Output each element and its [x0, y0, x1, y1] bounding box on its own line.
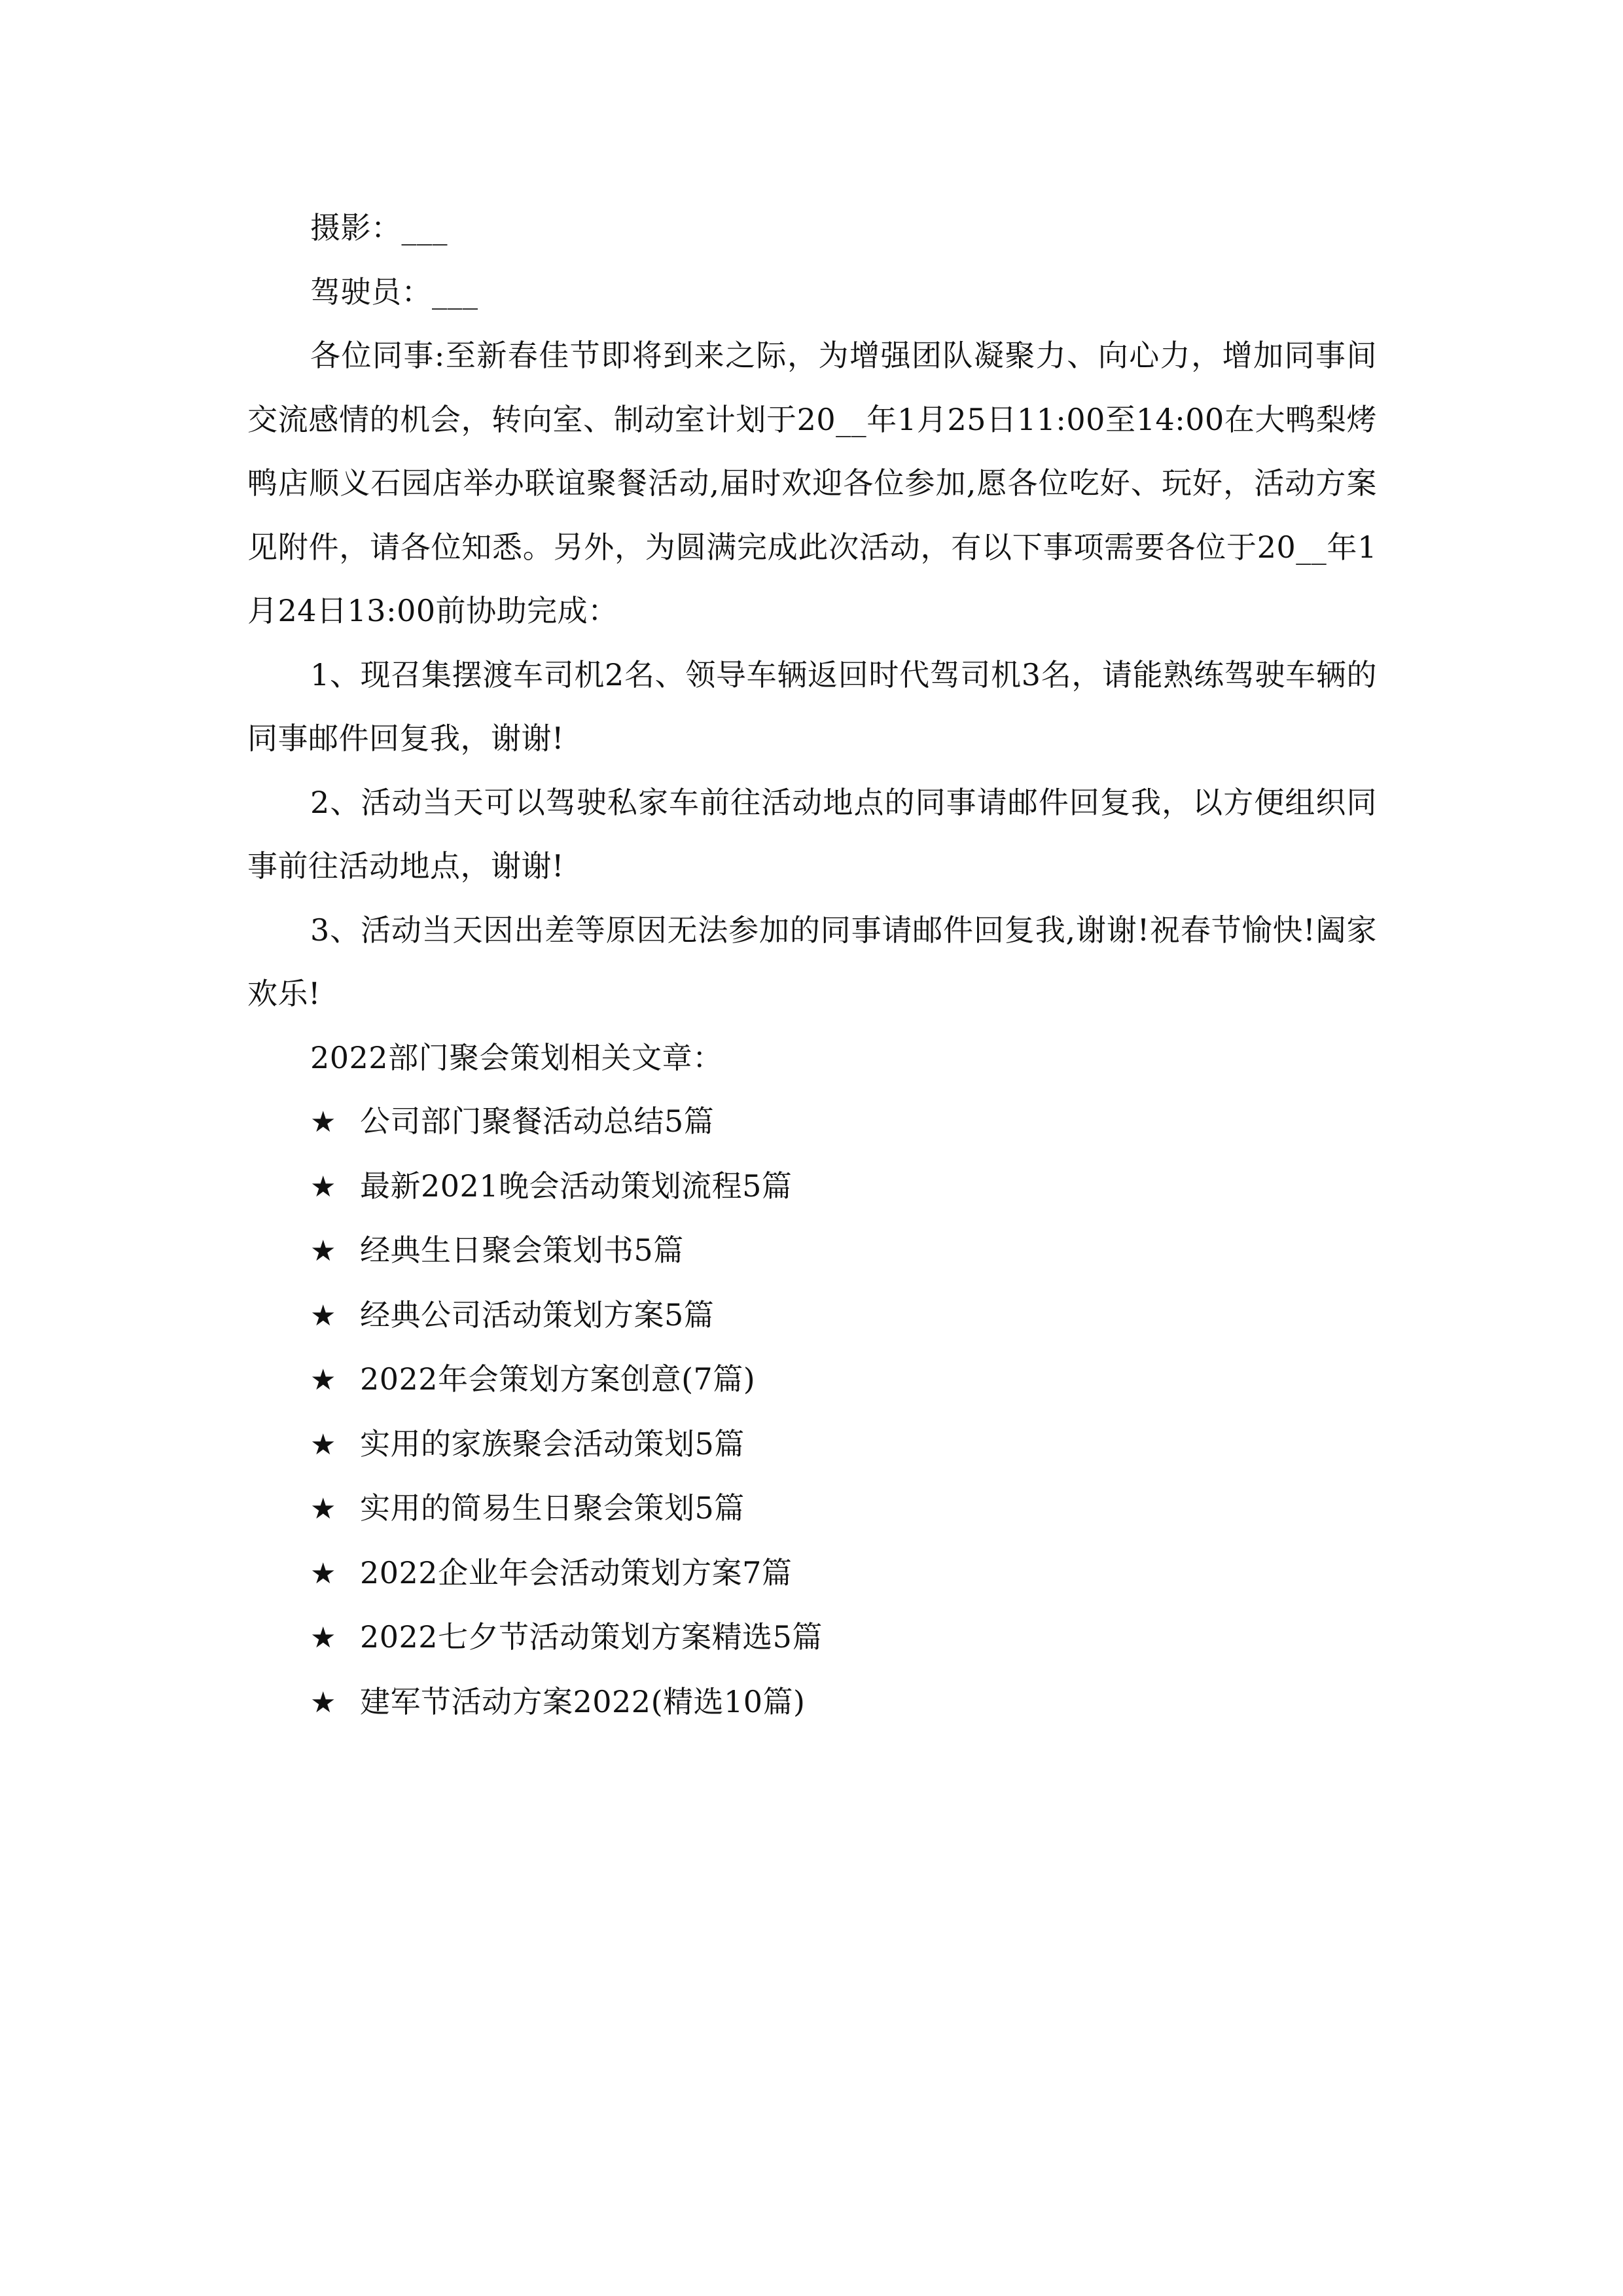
related-article-item[interactable] [247, 1348, 1377, 1412]
star-icon: ★ [310, 1427, 336, 1462]
item-1-paragraph: 1、现召集摆渡车司机2名、领导车辆返回时代驾司机3名，请能熟练驾驶车辆的同事邮件回复我，谢谢! [247, 656, 1377, 756]
related-heading: 2022部门聚会策划相关文章： [310, 1039, 723, 1075]
related-article-item[interactable] [247, 1541, 1377, 1606]
star-icon: ★ [310, 1492, 336, 1526]
related-article-link[interactable]: 经典生日聚会策划书5篇 [360, 1232, 684, 1268]
related-article-item[interactable] [247, 1477, 1377, 1541]
related-article-link[interactable]: 实用的简易生日聚会策划5篇 [360, 1490, 745, 1526]
related-article-link[interactable]: 实用的家族聚会活动策划5篇 [360, 1426, 745, 1462]
star-icon: ★ [310, 1556, 336, 1590]
document-body [247, 196, 1377, 1734]
related-article-item[interactable] [247, 1090, 1377, 1155]
related-article-link[interactable]: 公司部门聚餐活动总结5篇 [360, 1103, 715, 1139]
related-article-item[interactable] [247, 1670, 1377, 1735]
related-articles-list [247, 1090, 1377, 1734]
item-3-paragraph: 3、活动当天因出差等原因无法参加的同事请邮件回复我,谢谢!祝春节愉快!阖家欢乐! [247, 912, 1377, 1011]
notice-paragraph: 各位同事:至新春佳节即将到来之际，为增强团队凝聚力、向心力，增加同事间交流感情的机会，转向室、制动室计划于20__年1月25日11:00至14:00在大鸭梨烤鸭店顺义石园店举办联谊聚餐活动,届时欢迎各位参加,愿各位吃好、玩好，活动方案见附件，请各位知悉。另外，为圆满完成此次活动，有以下事项需要各位于20__年1月24日13:00前协助完成： [247, 338, 1377, 628]
item-2-paragraph: 2、活动当天可以驾驶私家车前往活动地点的同事请邮件回复我，以方便组织同事前往活动地点，谢谢! [247, 784, 1377, 884]
related-article-link[interactable]: 建军节活动方案2022(精选10篇) [360, 1683, 806, 1719]
star-icon: ★ [310, 1363, 336, 1397]
star-icon: ★ [310, 1685, 336, 1719]
star-icon: ★ [310, 1170, 336, 1204]
star-icon: ★ [310, 1621, 336, 1655]
related-article-link[interactable]: 经典公司活动策划方案5篇 [360, 1297, 715, 1333]
related-article-item[interactable] [247, 1283, 1377, 1348]
related-article-link[interactable]: 2022七夕节活动策划方案精选5篇 [360, 1619, 823, 1655]
related-article-link[interactable]: 2022企业年会活动策划方案7篇 [360, 1554, 793, 1590]
related-article-item[interactable] [247, 1155, 1377, 1219]
related-article-item[interactable] [247, 1219, 1377, 1283]
star-icon: ★ [310, 1299, 336, 1333]
star-icon: ★ [310, 1105, 336, 1139]
star-icon: ★ [310, 1234, 336, 1268]
related-article-link[interactable]: 最新2021晚会活动策划流程5篇 [360, 1168, 793, 1204]
related-article-item[interactable] [247, 1412, 1377, 1477]
related-article-item[interactable] [247, 1605, 1377, 1670]
related-article-link[interactable]: 2022年会策划方案创意(7篇) [360, 1361, 756, 1397]
driver-line: 驾驶员：___ [310, 274, 478, 310]
photography-line: 摄影：___ [310, 210, 448, 245]
